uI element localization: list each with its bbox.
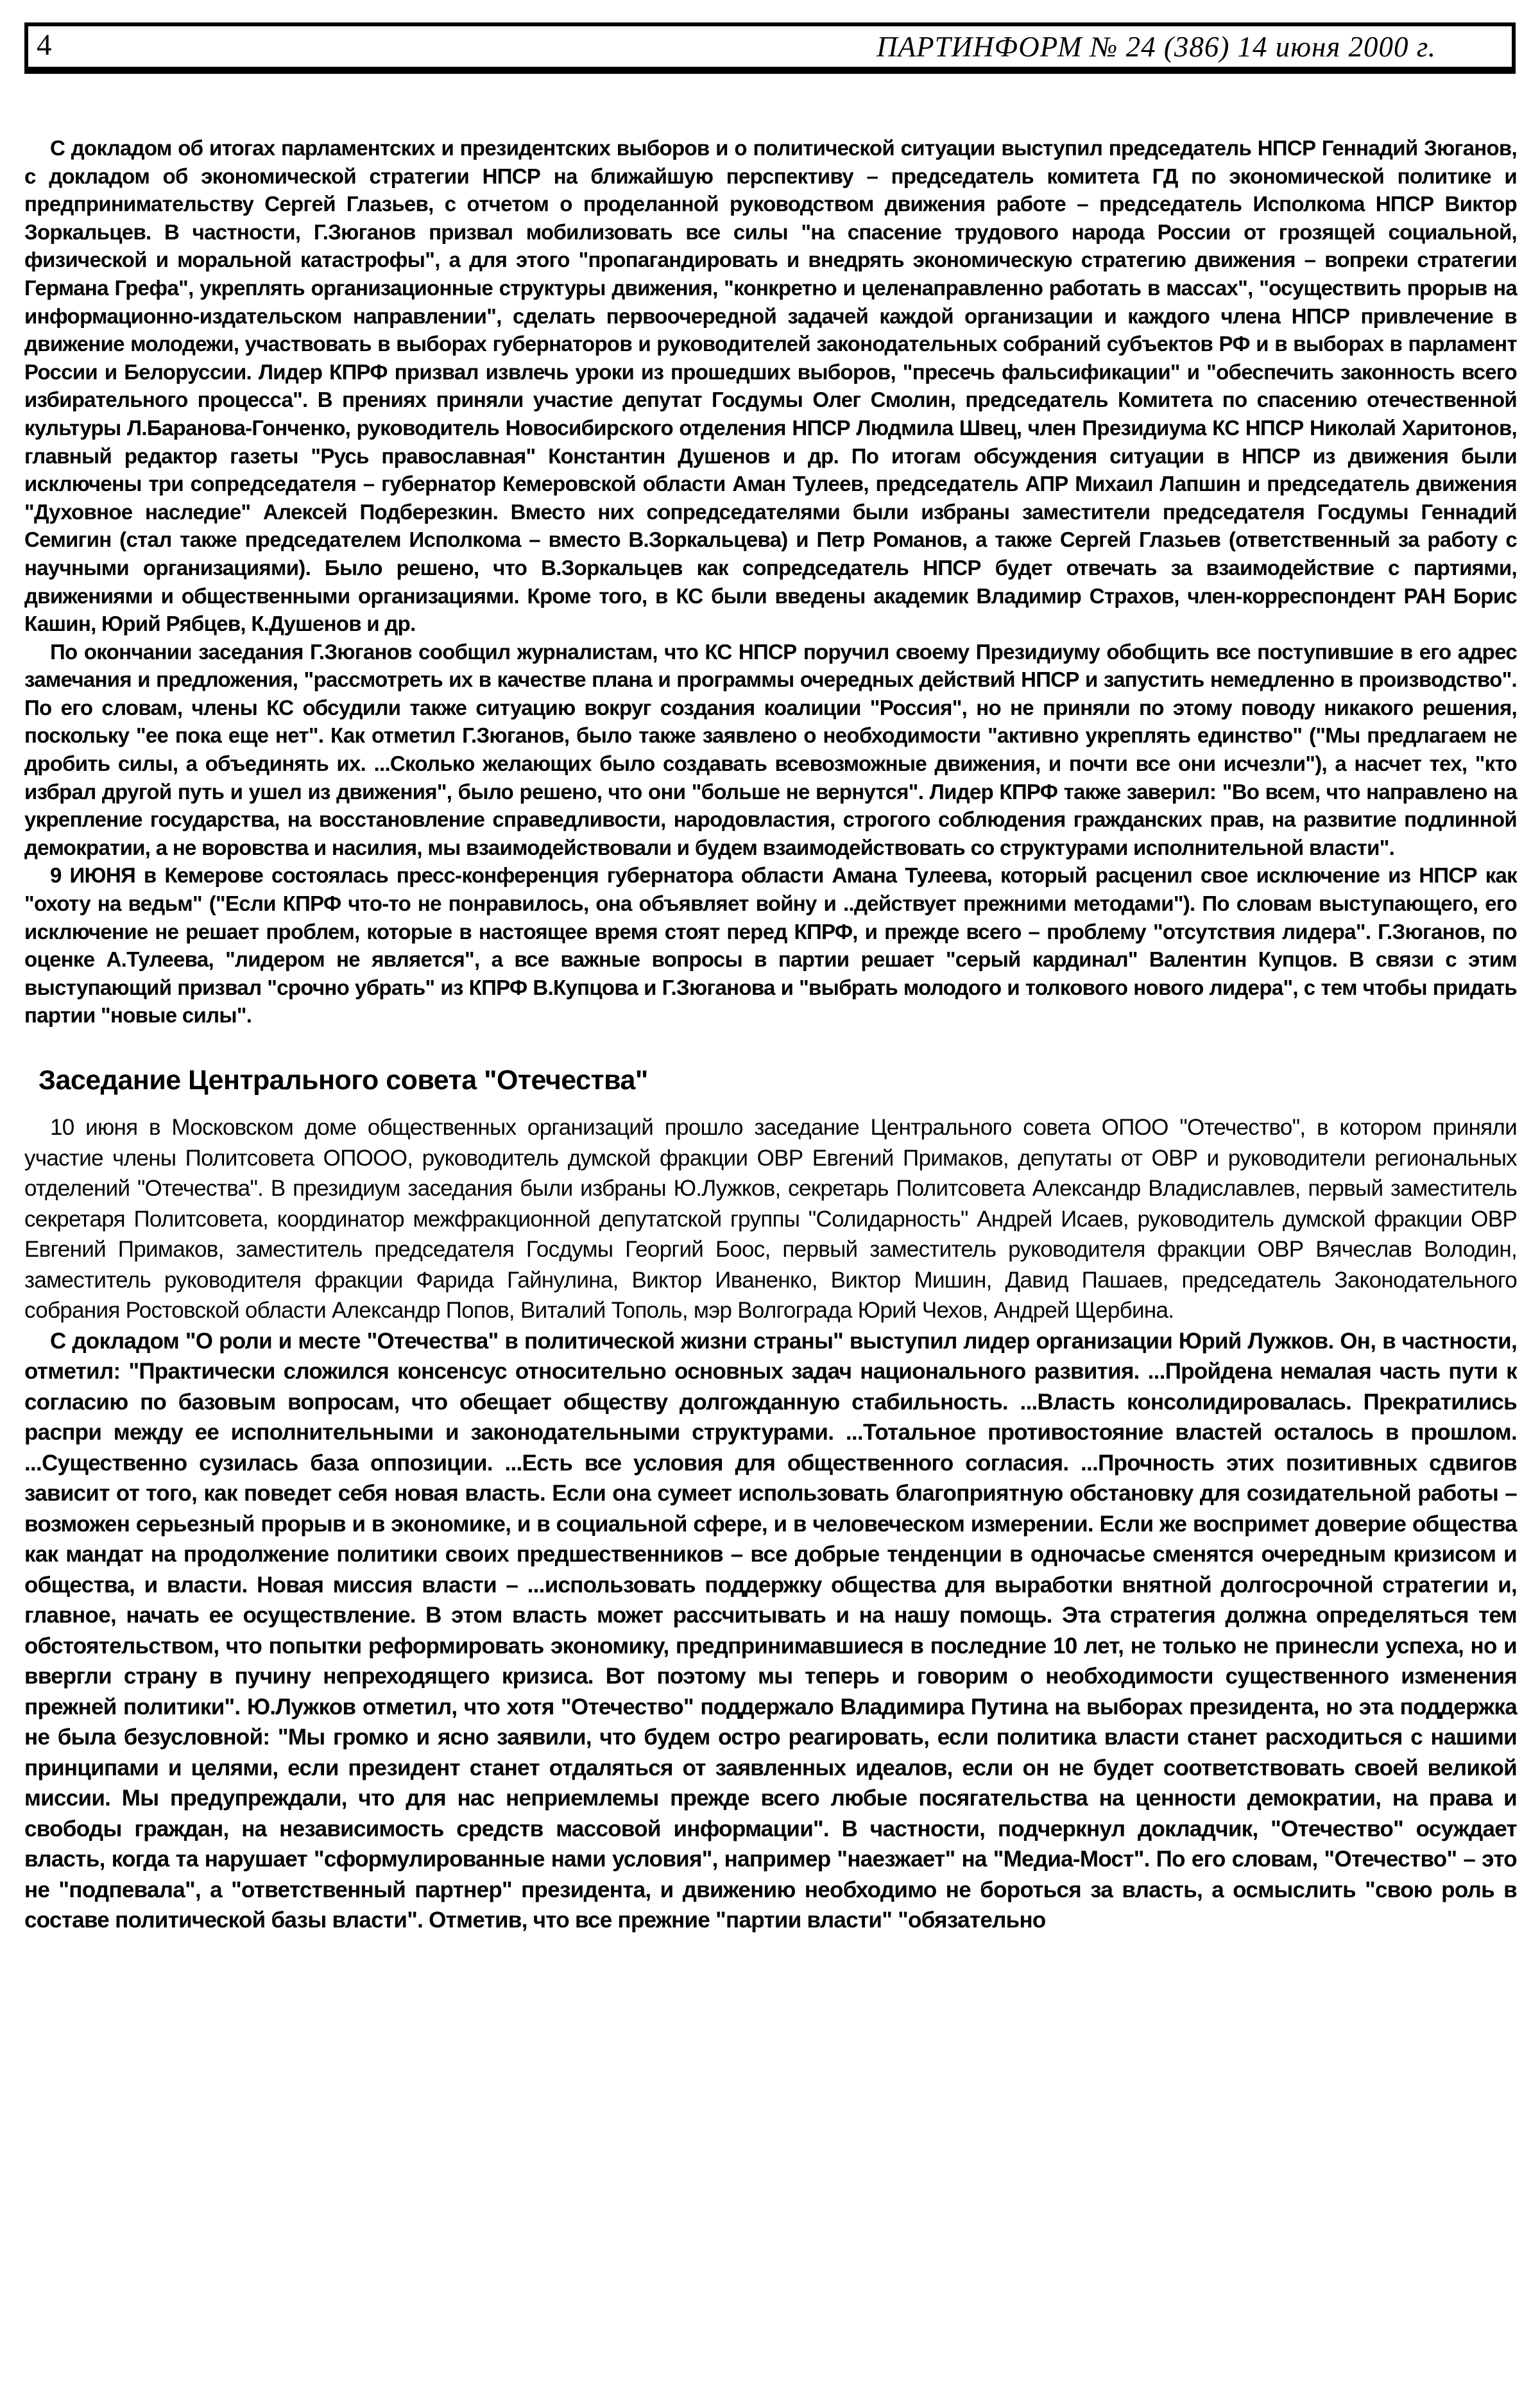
section-heading: Заседание Центрального совета "Отечества" xyxy=(38,1065,648,1096)
newsletter-page xyxy=(0,22,1540,2405)
masthead-title: ПАРТИНФОРМ № 24 (386) 14 июня 2000 г. xyxy=(877,30,1436,63)
paragraph-tuleev-press-conference: 9 ИЮНЯ в Кемерове состоялась пресс-конференция губернатора области Амана Тулеева, который расценил свое исключение из НПСР как "охоту на ведьм" ("Если КПРФ что-то не понравилось, она объявляет войну и ..действует прежними методами"). По словам выступающего, его исключение не решает проблем, которые в настоящее время стоят перед КПРФ, и прежде всего – проблему "отсутствия лидера". Г.Зюганов, по оценке А.Тулеева, "лидером не является", а все важные вопросы в партии решает "серый кардинал" Валентин Купцов. В связи с этим выступающий призвал "срочно убрать" из КПРФ В.Купцова и Г.Зюганова и "выбрать молодого и толкового нового лидера", с тем чтобы придать партии "новые силы". xyxy=(24,863,1517,1028)
otechestvo-section xyxy=(0,1065,1540,1936)
npsr-section xyxy=(0,134,1540,1030)
page-number: 4 xyxy=(37,28,52,62)
paragraph-luzhkov-report: С докладом "О роли и месте "Отечества" в политической жизни страны" выступил лидер организации Юрий Лужков. Он, в частности, отметил: "Практически сложился консенсус относительно основных задач национального развития. ...Пройдена немалая часть пути к согласию по базовым вопросам, что обещает обществу долгожданную стабильность. ...Власть консолидировалась. Прекратились распри между ее исполнительными и законодательными структурами. ...Тотальное противостояние властей осталось в прошлом. ...Существенно сузилась база оппозиции. ...Есть все условия для общественного согласия. ...Прочность этих позитивных сдвигов зависит от того, как поведет себя новая власть. Если она сумеет использовать благоприятную обстановку для созидательной работы – возможен серьезный прорыв и в экономике, и в социальной сфере, и в человеческом измерении. Если же воспримет доверие общества как мандат на продолжение политики своих предшественников – все добрые тенденции в одночасье сменятся очередным кризисом и общества, и власти. Новая миссия власти – ...использовать поддержку общества для выработки внятной долгосрочной стратегии и, главное, начать ее осуществление. В этом власть может рассчитывать и на нашу помощь. Эта стратегия должна определяться тем обстоятельством, что попытки реформировать экономику, предпринимавшиеся в последние 10 лет, не только не принесли успеха, но и ввергли страну в пучину непреходящего кризиса. Вот поэтому мы теперь и говорим о необходимости существенного изменения прежней политики". Ю.Лужков отметил, что хотя "Отечество" поддержало Владимира Путина на выборах президента, но эта поддержка не была безусловной: "Мы громко и ясно заявили, что будем остро реагировать, если политика власти станет расходиться с нашими принципами и целями, если президент станет отдаляться от заявленных идеалов, если он не будет соответствовать своей великой миссии. Мы предупреждали, что для нас неприемлемы прежде всего любые посягательства на ценности демократии, на права и свободы граждан, на независимость средств массовой информации". В частности, подчеркнул докладчик, "Отечество" осуждает власть, когда та нарушает "сформулированные нами условия", например "наезжает" на "Медиа-Мост". По его словам, "Отечество" – это не "подпевала", а "ответственный партнер" президента, и движению необходимо не бороться за власть, а осмыслить "свою роль в составе политической базы власти". Отметив, что все прежние "партии власти" "обязательно xyxy=(24,1328,1517,1933)
paragraph-otechestvo-meeting: 10 июня в Московском доме общественных организаций прошло заседание Центрального совета ОПОО "Отечество", в котором приняли участие члены Политсовета ОПООО, руководитель думской фракции ОВР Евгений Примаков, депутаты от ОВР и руководители региональных отделений "Отечества". В президиум заседания были избраны Ю.Лужков, секретарь Политсовета Александр Владиславлев, первый заместитель секретаря Политсовета, координатор межфракционной депутатской группы "Солидарность" Андрей Исаев, руководитель думской фракции ОВР Евгений Примаков, заместитель председателя Госдумы Георгий Боос, первый заместитель руководителя фракции ОВР Вячеслав Володин, заместитель руководителя фракции Фарида Гайнулина, Виктор Иваненко, Виктор Мишин, Давид Пашаев, председатель Законодательного собрания Ростовской области Александр Попов, Виталий Тополь, мэр Волгограда Юрий Чехов, Андрей Щербина. xyxy=(24,1115,1517,1323)
paragraph-npsr-plenum-report: С докладом об итогах парламентских и президентских выборов и о политической ситуации выступил председатель НПСР Геннадий Зюганов, с докладом об экономической стратегии НПСР на ближайшую перспективу – председатель комитета ГД по экономической политике и предпринимательству Сергей Глазьев, с отчетом о проделанной руководством движения работе – председатель Исполкома НПСР Виктор Зоркальцев. В частности, Г.Зюганов призвал мобилизовать все силы "на спасение трудового народа России от грозящей социальной, физической и моральной катастрофы", а для этого "пропагандировать и внедрять экономическую стратегию движения – вопреки стратегии Германа Грефа", укреплять организационные структуры движения, "конкретно и целенаправленно работать в массах", "осуществить прорыв на информационно-издательском направлении", сделать первоочередной задачей каждой организации и каждого члена НПСР привлечение в движение молодежи, участвовать в выборах губернаторов и руководителей законодательных собраний субъектов РФ и в выборах в парламент России и Белоруссии. Лидер КПРФ призвал извлечь уроки из прошедших выборов, "пресечь фальсификации" и "обеспечить законность всего избирательного процесса". В прениях приняли участие депутат Госдумы Олег Смолин, председатель Комитета по спасению отечественной культуры Л.Баранова-Гонченко, руководитель Новосибирского отделения НПСР Людмила Швец, член Президиума КС НПСР Николай Харитонов, главный редактор газеты "Русь православная" Константин Душенов и др. По итогам обсуждения ситуации в НПСР из движения были исключены три сопредседателя – губернатор Кемеровской области Аман Тулеев, председатель АПР Михаил Лапшин и председатель движения "Духовное наследие" Алексей Подберезкин. Вместо них сопредседателями были избраны заместители председателя Госдумы Геннадий Семигин (стал также председателем Исполкома – вместо В.Зоркальцева) и Петр Романов, а также Сергей Глазьев (ответственный за работу с научными организациями). Было решено, что В.Зоркальцев как сопредседатель НПСР будет отвечать за взаимодействие с партиями, движениями и общественными организациями. Кроме того, в КС были введены академик Владимир Страхов, член-корреспондент РАН Борис Кашин, Юрий Рябцев, К.Душенов и др. xyxy=(24,136,1517,636)
paragraph-zyuganov-press-statement: По окончании заседания Г.Зюганов сообщил журналистам, что КС НПСР поручил своему Президиуму обобщить все поступившие в его адрес замечания и предложения, "рассмотреть их в качестве плана и программы очередных действий НПСР и запустить немедленно в производство". По его словам, члены КС обсудили также ситуацию вокруг создания коалиции "Россия", но не приняли по этому поводу никакого решения, поскольку "ее пока еще нет". Как отметил Г.Зюганов, было также заявлено о необходимости "активно укреплять единство" ("Мы предлагаем не дробить силы, а объединять их. ...Сколько желающих было создавать всевозможные движения, и почти все они исчезли"), а насчет тех, "кто избрал другой путь и ушел из движения", было решено, что они "больше не вернутся". Лидер КПРФ также заверил: "Во всем, что направлено на укрепление государства, на восстановление справедливости, народовластия, строгого соблюдения гражданских прав, на развитие подлинной демократии, а не воровства и насилия, мы взаимодействовали и будем взаимодействовать со структурами исполнительной власти". xyxy=(24,639,1517,859)
page-header xyxy=(24,22,1516,74)
